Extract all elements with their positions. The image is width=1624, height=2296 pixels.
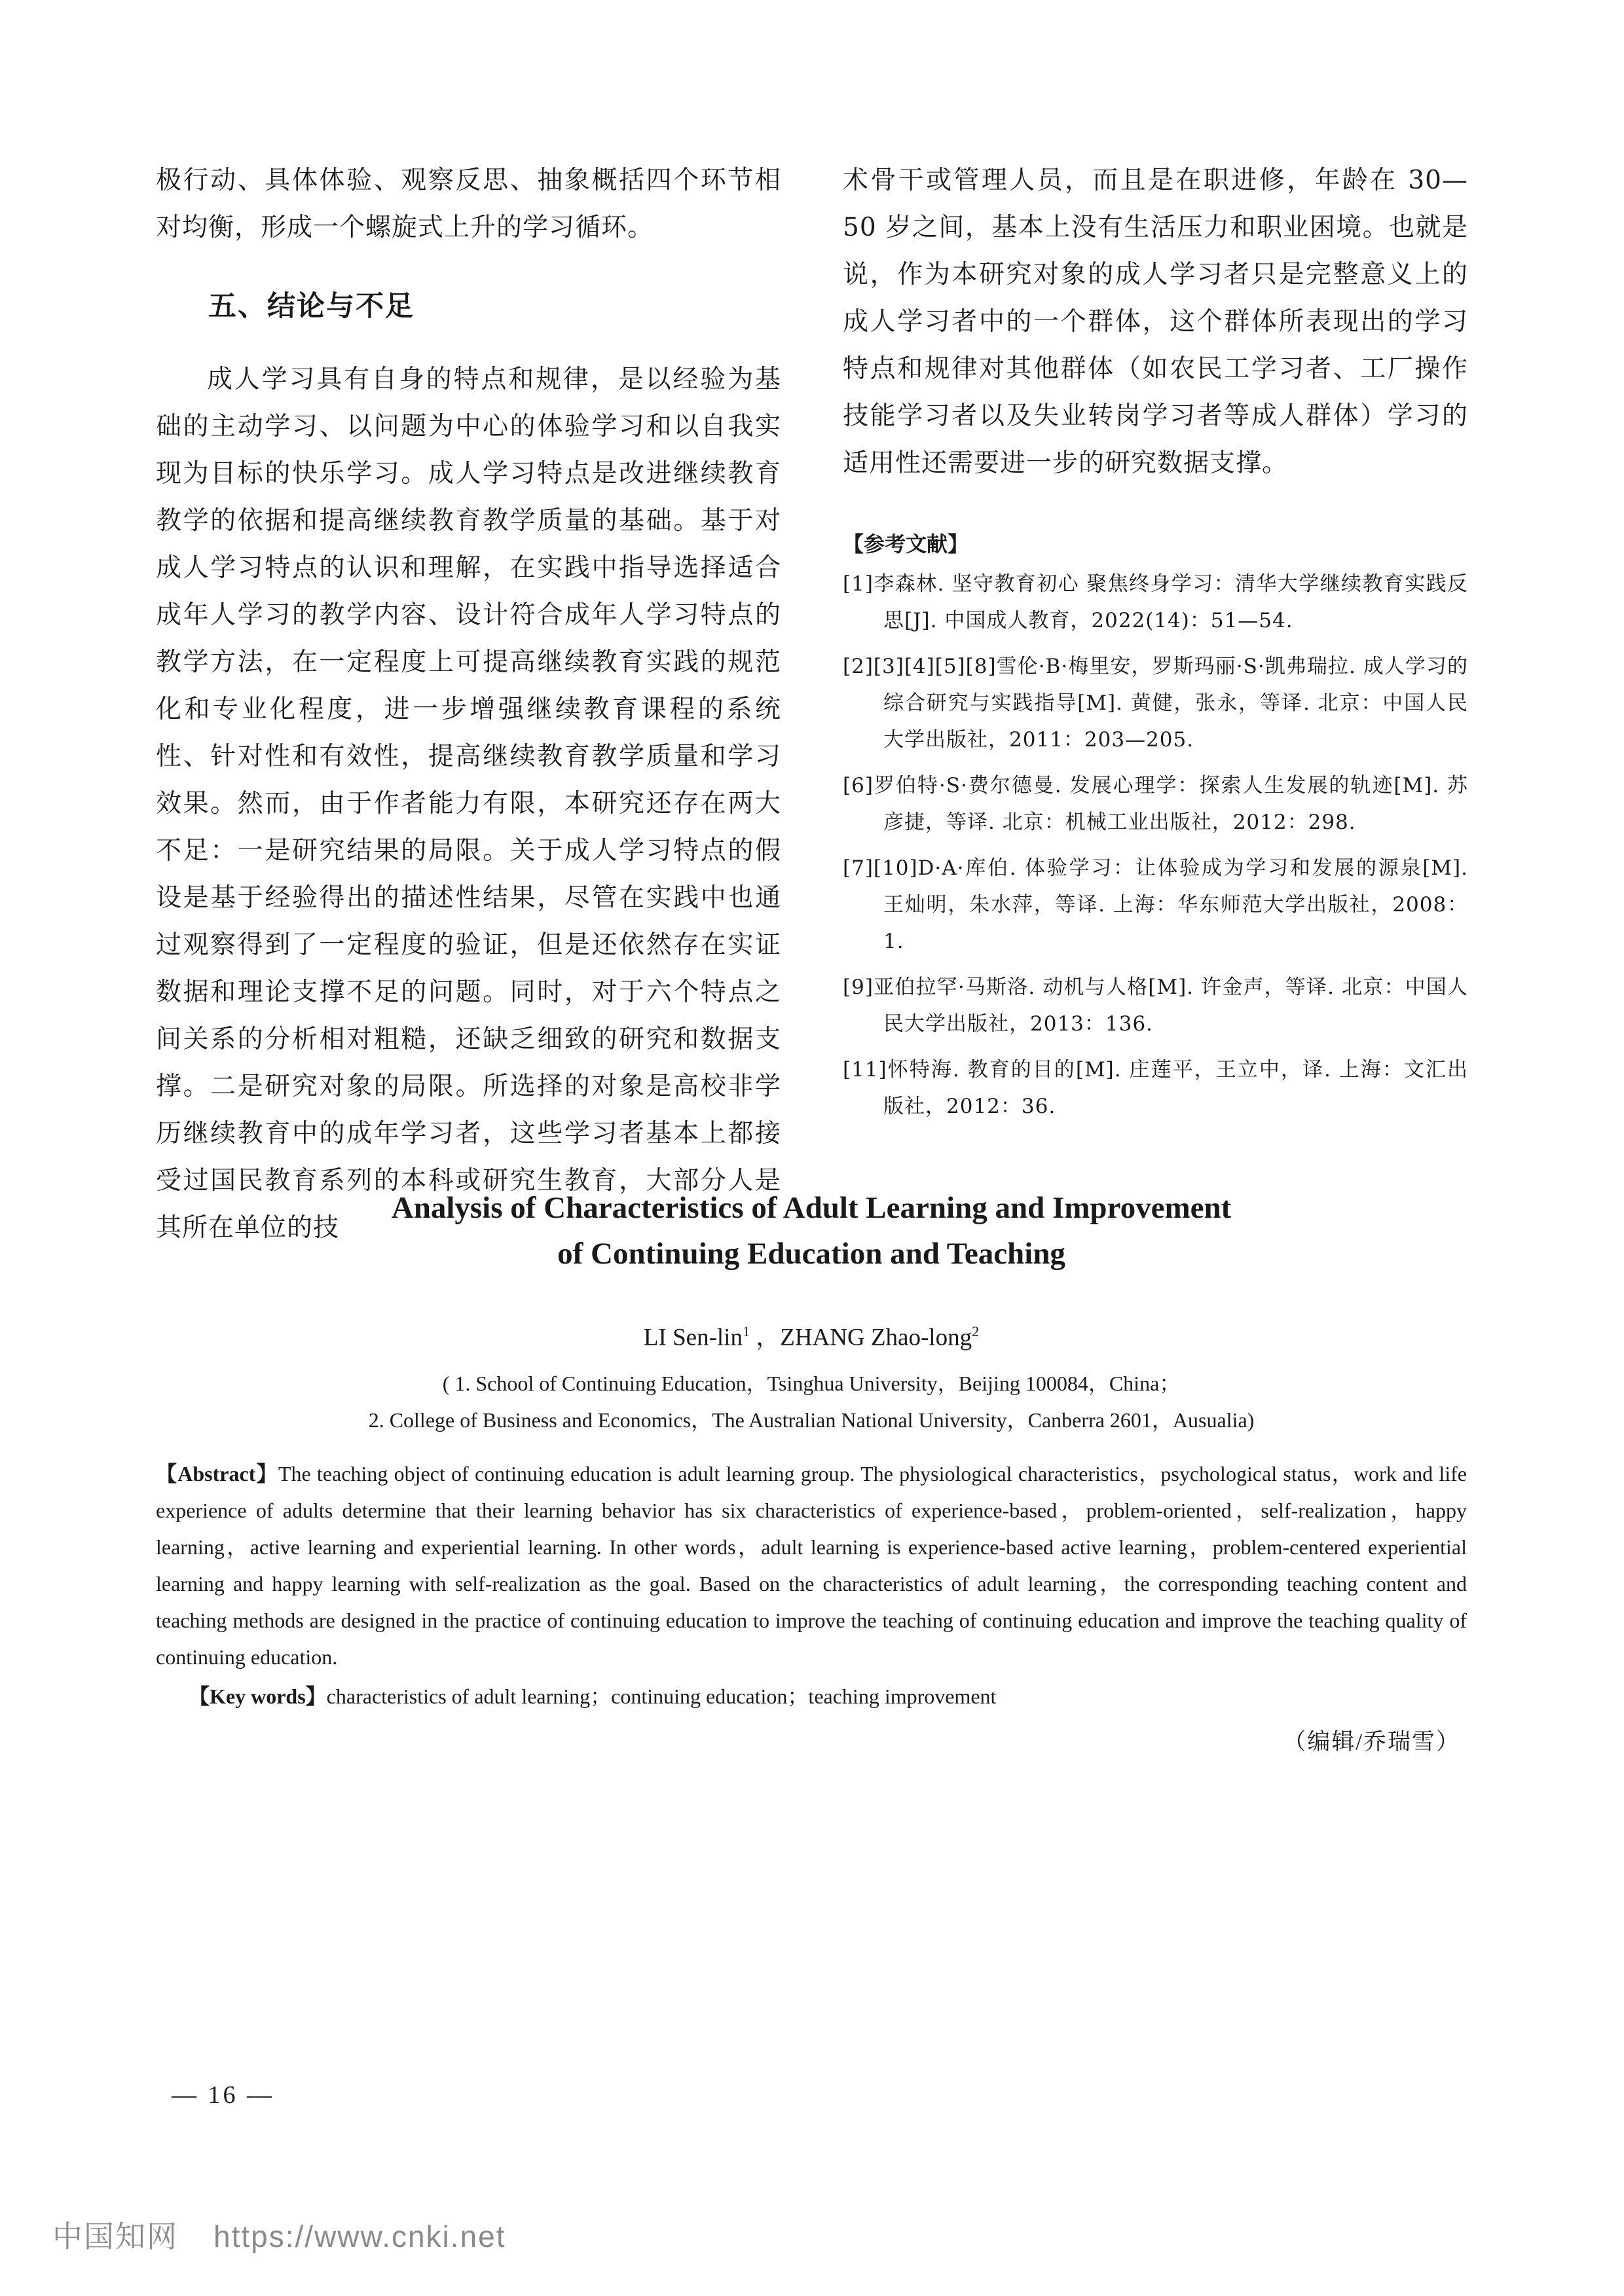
reference-item: [9]亚伯拉罕·马斯洛. 动机与人格[M]. 许金声，等译. 北京：中国人民大学出版社，2013：136. <box>843 975 1468 1036</box>
reference-item: [11]怀特海. 教育的目的[M]. 庄莲平，王立中，译. 上海：文汇出版社，2012：36. <box>843 1058 1468 1118</box>
reference-item: [6]罗伯特·S·费尔德曼. 发展心理学：探索人生发展的轨迹[M]. 苏彦捷，等译. 北京：机械工业出版社，2012：298. <box>843 774 1468 834</box>
keywords-text: characteristics of adult learning；continuing education；teaching improvement <box>326 1685 997 1709</box>
watermark-url: https://www.cnki.net <box>213 2219 506 2253</box>
section-heading: 五、结论与不足 <box>208 290 415 323</box>
author-1: LI Sen-lin <box>643 1324 743 1351</box>
author-2: ZHANG Zhao-long <box>780 1324 972 1351</box>
author-1-affil-mark: 1 <box>742 1323 750 1339</box>
keywords-label: 【Key words】 <box>189 1685 327 1709</box>
english-keywords <box>189 1678 1467 1715</box>
english-abstract <box>156 1455 1467 1675</box>
watermark-site-name: 中国知网 <box>52 2219 178 2254</box>
affiliation-2: 2. College of Business and Economics，The Australian National University，Canberra 2601，Ausualia) <box>368 1408 1255 1432</box>
editor-note: （编辑/乔瑞雪） <box>1283 1729 1460 1755</box>
intro-paragraph: 极行动、具体体验、观察反思、抽象概括四个环节相对均衡，形成一个螺旋式上升的学习循环。 <box>156 166 781 242</box>
cnki-watermark <box>52 2213 506 2256</box>
reference-item: [1]李森林. 坚守教育初心 聚焦终身学习：清华大学继续教育实践反思[J]. 中国成人教育，2022(14)：51—54. <box>843 572 1468 632</box>
abstract-text: The teaching object of continuing education is adult learning group. The physiological characteristics，psychological status，work and life experience of adults determine that their learning behavior has six characteristics of experience-based，problem-oriented，self-realization，happy learning，active learning and experiential learning. In other words，adult learning is experience-based active learning，problem-centered experiential learning and happy learning with self-realization as the goal. Based on the characteristics of adult learning，the corresponding teaching content and teaching methods are designed in the practice of continuing education to improve the teaching of continuing education and improve the teaching quality of continuing education. <box>156 1462 1467 1669</box>
abstract-label: 【Abstract】 <box>156 1462 278 1486</box>
author-separator: ， <box>749 1324 781 1351</box>
english-title-line-2: of Continuing Education and Teaching <box>557 1237 1065 1271</box>
english-abstract-block <box>156 1185 1467 1757</box>
references-heading: 【参考文献】 <box>843 532 969 556</box>
continuation-paragraph: 术骨干或管理人员，而且是在职进修，年龄在 30—50 岁之间，基本上没有生活压力和职业困境。也就是说，作为本研究对象的成人学习者只是完整意义上的成人学习者中的一个群体，这个群体所表现出的学习特点和规律对其他群体（如农民工学习者、工厂操作技能学习者以及失业转岗学习者等成人群体）学习的适用性还需要进一步的研究数据支撑。 <box>843 166 1468 478</box>
left-column <box>156 157 781 1252</box>
english-title-line-1: Analysis of Characteristics of Adult Learning and Improvement <box>391 1191 1232 1225</box>
right-column <box>843 157 1468 1134</box>
english-authors <box>156 1315 1467 1355</box>
conclusion-paragraph: 成人学习具有自身的特点和规律，是以经验为基础的主动学习、以问题为中心的体验学习和以自我实现为目标的快乐学习。成人学习特点是改进继续教育教学的依据和提高继续教育教学质量的基础。基于对成人学习特点的认识和理解，在实践中指导选择适合成年人学习的教学内容、设计符合成年人学习特点的教学方法，在一定程度上可提高继续教育实践的规范化和专业化程度，进一步增强继续教育课程的系统性、针对性和有效性，提高继续教育教学质量和学习效果。然而，由于作者能力有限，本研究还存在两大不足：一是研究结果的局限。关于成人学习特点的假设是基于经验得出的描述性结果，尽管在实践中也通过观察得到了一定程度的验证，但是还依然存在实证数据和理论支撑不足的问题。同时，对于六个特点之间关系的分析相对粗糙，还缺乏细致的研究和数据支撑。二是研究对象的局限。所选择的对象是高校非学历继续教育中的成年学习者，这些学习者基本上都接受过国民教育系列的本科或研究生教育，大部分人是其所在单位的技 <box>156 365 781 1243</box>
affiliation-1: ( 1. School of Continuing Education，Tsinghua University，Beijing 100084，China； <box>442 1372 1181 1396</box>
reference-item: [7][10]D·A·库伯. 体验学习：让体验成为学习和发展的源泉[M]. 王灿明，朱水萍，等译. 上海：华东师范大学出版社，2008：1. <box>843 856 1468 953</box>
author-2-affil-mark: 2 <box>972 1323 980 1339</box>
page-number: — 16 — <box>172 2081 274 2109</box>
reference-item: [2][3][4][5][8]雪伦·B·梅里安，罗斯玛丽·S·凯弗瑞拉. 成人学习的综合研究与实践指导[M]. 黄健，张永，等译. 北京：中国人民大学出版社，2011：203—205. <box>843 655 1468 752</box>
references-list <box>843 566 1468 1125</box>
